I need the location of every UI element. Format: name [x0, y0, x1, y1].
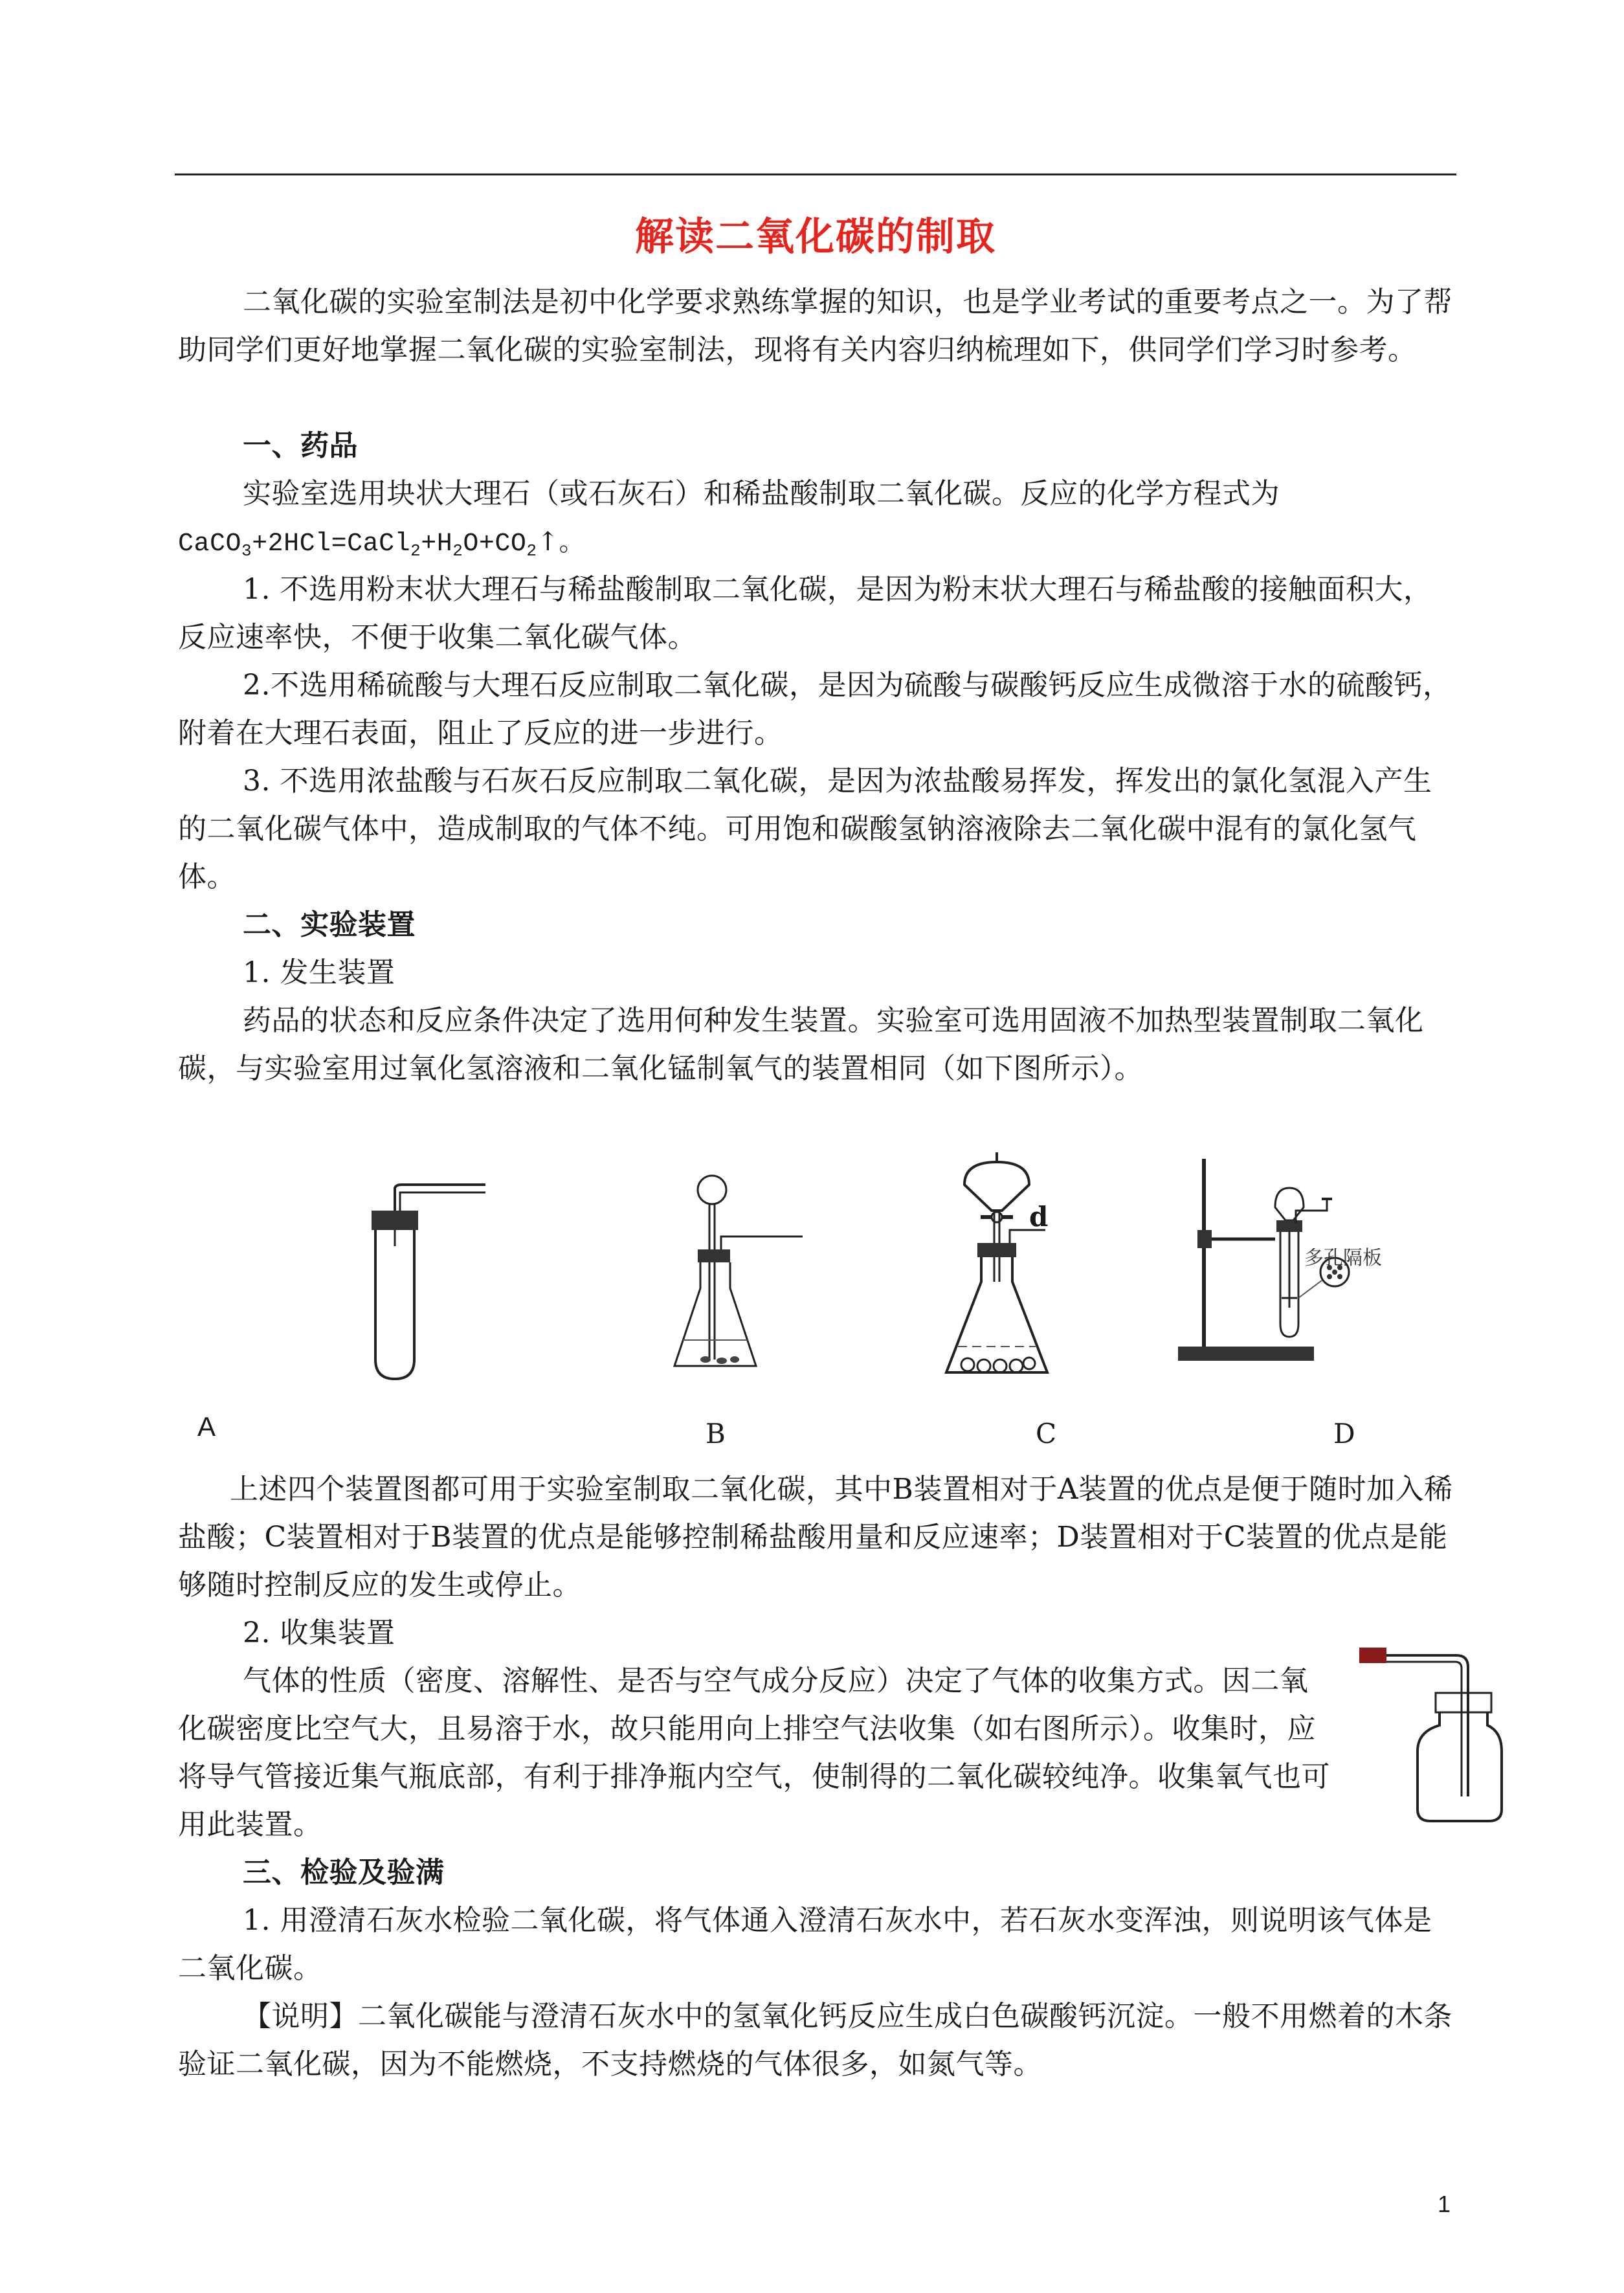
page-number: 1	[1437, 2191, 1451, 2217]
intro-paragraph: 二氧化碳的实验室制法是初中化学要求熟练掌握的知识，也是学业考试的重要考点之一。为了帮助同学们更好地掌握二氧化碳的实验室制法，现将有关内容归纳梳理如下，供同学们学习时参考。	[178, 285, 1452, 366]
section1-item2: 2.不选用稀硫酸与大理石反应制取二氧化碳，是因为硫酸与碳酸钙反应生成微溶于水的硫酸钙，附着在大理石表面，阻止了反应的进一步进行。	[178, 669, 1452, 750]
letter-d-label: d	[1029, 1201, 1049, 1233]
section2-sub2: 2. 收集装置	[243, 1616, 395, 1650]
figure-label-d: D	[1333, 1418, 1355, 1449]
section2-p3: 气体的性质（密度、溶解性、是否与空气成分反应）决定了气体的收集方式。因二氧化碳密度比空气大，且易溶于水，故只能用向上排空气法收集（如右图所示）。收集时，应将导气管接近集气瓶底部，有利于排净瓶内空气，使制得的二氧化碳较纯净。收集氧气也可用此装置。	[178, 1664, 1330, 1841]
chemical-equation: $CaCO_3+2HCl=CaCl_2+H_2O+CO_2↑$。	[178, 527, 586, 561]
section1-p1: 实验室选用块状大理石（或石灰石）和稀盐酸制取二氧化碳。反应的化学方程式为	[243, 477, 1280, 510]
figure-label-a: A	[197, 1411, 216, 1442]
section3-item1: 1. 用澄清石灰水检验二氧化碳，将气体通入澄清石灰水中，若石灰水变浑浊，则说明该气体是二氧化碳。	[178, 1904, 1432, 1985]
apparatus-a-diagram	[362, 1185, 505, 1392]
section1-item1: 1. 不选用粉末状大理石与稀盐酸制取二氧化碳，是因为粉末状大理石与稀盐酸的接触面积大，反应速率快，不便于收集二氧化碳气体。	[178, 573, 1432, 654]
apparatus-b-diagram	[667, 1165, 809, 1385]
section2-p1: 药品的状态和反应条件决定了选用何种发生装置。实验室可选用固液不加热型装置制取二氧化碳，与实验室用过氧化氢溶液和二氧化锰制氧气的装置相同（如下图所示）。	[178, 1004, 1424, 1085]
section3-heading: 三、检验及验满	[243, 1856, 445, 1889]
section1-item3: 3. 不选用浓盐酸与石灰石反应制取二氧化碳，是因为浓盐酸易挥发，挥发出的氯化氢混入产生的二氧化碳气体中，造成制取的气体不纯。可用饱和碳酸氢钠溶液除去二氧化碳中混有的氯化氢气体。	[178, 765, 1432, 893]
page-title: 解读二氧化碳的制取	[635, 214, 996, 260]
section3-note: 【说明】二氧化碳能与澄清石灰水中的氢氧化钙反应生成白色碳酸钙沉淀。一般不用燃着的木条验证二氧化碳，因为不能燃烧，不支持燃烧的气体很多，如氮气等。	[178, 2000, 1452, 2081]
figure-label-c: C	[1036, 1418, 1057, 1449]
section2-heading: 二、实验装置	[243, 908, 416, 941]
header-rule	[175, 173, 1456, 175]
apparatus-c-diagram	[932, 1152, 1139, 1385]
figure-label-b: B	[706, 1418, 726, 1449]
gas-collection-bottle-diagram	[1359, 1648, 1495, 1829]
section2-p2: 上述四个装置图都可用于实验室制取二氧化碳，其中B装置相对于A装置的优点是便于随时加入稀盐酸；C装置相对于B装置的优点是能够控制稀盐酸用量和反应速率；D装置相对于C装置的优点是能够随时控制反应的发生或停止。	[178, 1473, 1453, 1602]
porous-plate-caption: 多孔隔板	[1304, 1247, 1382, 1270]
section1-heading: 一、药品	[243, 429, 358, 462]
section2-sub1: 1. 发生装置	[243, 956, 395, 989]
